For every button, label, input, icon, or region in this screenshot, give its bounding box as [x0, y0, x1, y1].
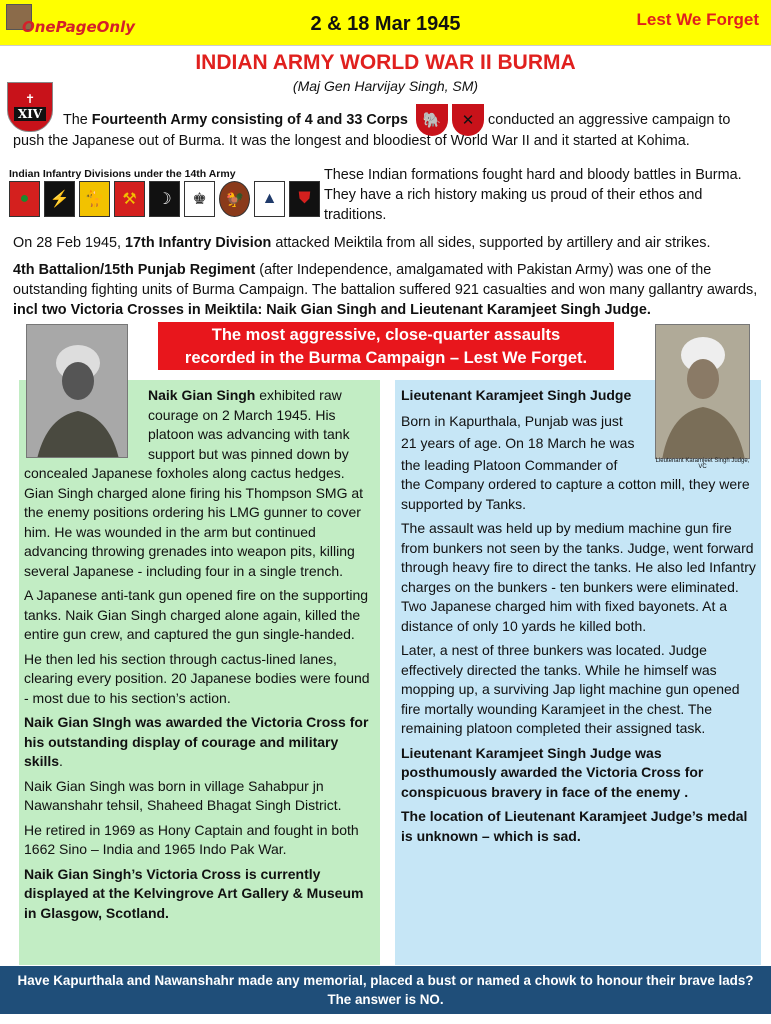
gian-singh-p3: He then led his section through cactus-lined lanes, clearing every position. 20 Japanese bodies were found - most due to his section’s action. — [24, 650, 370, 706]
meiktila-post: attacked Meiktila from all sides, supported by artillery and air strikes. — [271, 235, 711, 251]
punjab-bold2: incl two Victoria Crosses in Meiktila: Naik Gian Singh and Lieutenant Karamjeet Singh Judge. — [13, 302, 651, 318]
soldier-portrait-icon — [27, 325, 128, 458]
gian-singh-lead — [148, 386, 376, 464]
banner-line1: The most aggressive, close-quarter assaults — [211, 326, 561, 344]
division-badge-2-icon: ⚡ — [44, 181, 75, 217]
division-badges — [9, 181, 320, 217]
4-corps-insignia-icon: 🐘 — [416, 104, 448, 136]
karamjeet-p2: The assault was held up by medium machine gun fire from bunkers not seen by the tanks. Judge, went forward through heavy fire to direct the tanks. He also led Infantry charges on the bunkers - ten bunkers were eliminated. Two Japanese charged him with fixed bayonets. At a distance of only 10 yards he killed both. — [401, 520, 756, 634]
intro-line1-rest: conducted an aggressive campaign to — [488, 112, 731, 128]
gian-singh-body — [24, 464, 376, 928]
karamjeet-lead — [401, 386, 651, 476]
karamjeet-p1: the Company ordered to capture a cotton mill, they were supported by Tanks. — [401, 476, 750, 512]
officer-portrait-icon — [656, 325, 750, 459]
33-corps-insignia-icon: ✕ — [452, 104, 484, 136]
page-date: 2 & 18 Mar 1945 — [310, 13, 461, 35]
division-badge-1-icon: ● — [9, 181, 40, 217]
divisions-text: These Indian formations fought hard and bloody battles in Burma. They have a rich history making us proud of their ethos and traditions. — [324, 167, 742, 223]
karamjeet-photo — [655, 324, 750, 459]
meiktila-pre: On 28 Feb 1945, — [13, 235, 126, 251]
gian-singh-p5: Naik Gian Singh was born in village Sahabpur jn Nawanshahr tehsil, Shaheed Bhagat Singh District. — [24, 777, 342, 813]
karamjeet-name-bold: Lieutenant Karamjeet Singh Judge — [401, 387, 632, 403]
fourteenth-army-insignia-icon — [7, 82, 53, 132]
footer-line2: The answer is NO. — [327, 992, 444, 1007]
punjab-text: (after Independence, amalgamated with Pakistan Army) was one of the outstanding fighting units of Burma Campaign. The battalion suffered 921 casualties and won many gallantry awards, — [13, 262, 758, 298]
division-badge-7-icon: 🐓 — [219, 181, 250, 217]
karamjeet-p3: Later, a nest of three bunkers was located. Judge effectively directed the tanks. While he himself was mopping up, a surviving Jap light machine gun opened fire mortally wounding Karamjeet in the chest. The remaining platoon completed their assigned task. — [401, 642, 740, 736]
army-number: XIV — [14, 107, 46, 121]
gian-singh-p7-bold: Naik Gian Singh’s Victoria Cross is currently displayed at the Kelvingrove Art Gallery & Museum in Glasgow, Scotland. — [24, 865, 364, 921]
header-bar — [0, 0, 771, 46]
author-line: (Maj Gen Harvijay Singh, SM) — [292, 78, 479, 94]
brand-logo[interactable]: OnePageOnly — [22, 18, 136, 36]
gian-singh-p4-bold: Naik Gian SIngh was awarded the Victoria Cross for his outstanding display of courage and military skills — [24, 714, 369, 769]
page-title: INDIAN ARMY WORLD WAR II BURMA — [195, 51, 576, 74]
division-badge-4-icon: ⚒ — [114, 181, 145, 217]
karamjeet-name — [401, 386, 651, 406]
division-badge-5-icon: ☽ — [149, 181, 180, 217]
karamjeet-p5 — [401, 807, 757, 846]
sword-icon: ✝ — [24, 92, 36, 106]
gian-singh-p2: A Japanese anti-tank gun opened fire on the supporting tanks. Naik Gian Singh charged alone again, killed the entire gun crew, and captured the gun single-handed. — [24, 587, 369, 642]
meiktila-paragraph — [13, 233, 769, 253]
footer-banner — [0, 966, 771, 1014]
gian-singh-p1: concealed Japanese foxholes along cactus hedges. Gian Singh charged alone firing his Thompson SMG at the enemy positions ordering his LMG gunner to cover him. He was wounded in the arm but continued advancing throwing grenades into weapon pits, killing several Japanese - including four in a single trench. — [24, 465, 364, 579]
tagline: Lest We Forget — [636, 10, 759, 29]
footer-line1: Have Kapurthala and Nawanshahr made any memorial, placed a bust or named a chowk to honour their brave lads? — [17, 973, 754, 988]
intro-line2: push the Japanese out of Burma. It was the longest and bloodiest of World War II and it started at Kohima. — [13, 133, 690, 149]
karamjeet-line2: 21 years of age. On 18 March he was — [401, 434, 635, 451]
divisions-title: Indian Infantry Divisions under the 14th Army — [9, 168, 236, 180]
meiktila-bold: 17th Infantry Division — [125, 235, 272, 251]
division-badge-3-icon: 🐈 — [79, 181, 110, 217]
gian-singh-p7 — [24, 865, 376, 924]
karamjeet-line1: Born in Kapurthala, Punjab was just — [401, 412, 623, 429]
banner — [158, 322, 614, 370]
karamjeet-line3: the leading Platoon Commander of — [401, 456, 618, 473]
gian-singh-name: Naik Gian Singh — [148, 387, 256, 403]
intro-bold: Fourteenth Army consisting of 4 and 33 Corps — [91, 112, 408, 128]
punjab-bold: 4th Battalion/15th Punjab Regiment — [13, 262, 256, 278]
karamjeet-p4-bold: Lieutenant Karamjeet Singh Judge was posthumously awarded the Victoria Cross for conspicuous bravery in face of the enemy . — [401, 744, 704, 800]
gian-singh-p4: Naik Gian SIngh was awarded the Victoria Cross for his outstanding display of courage and military skills. — [24, 714, 369, 769]
gian-singh-photo — [26, 324, 128, 458]
division-badge-6-icon: ♚ — [184, 181, 215, 217]
division-badge-8-icon: ▲ — [254, 181, 285, 217]
karamjeet-p5-bold: The location of Lieutenant Karamjeet Judge’s medal is unknown – which is sad. — [401, 808, 748, 844]
division-badge-9-icon: ⛊ — [289, 181, 320, 217]
karamjeet-body — [401, 475, 757, 851]
intro-line1 — [63, 110, 418, 130]
karamjeet-p4 — [401, 744, 757, 803]
punjab-paragraph — [13, 260, 769, 320]
gian-singh-p6: He retired in 1969 as Hony Captain and fought in both 1662 Sino – India and 1965 Indo Pak War. — [24, 821, 359, 857]
karamjeet-caption: Lieutenant Karamjeet Singh Judge, VC — [655, 458, 750, 470]
intro-pre: The — [63, 112, 92, 128]
banner-line2: recorded in the Burma Campaign – Lest We Forget. — [184, 349, 588, 367]
gian-singh-lead-text: exhibited raw courage on 2 March 1945. His platoon was advancing with tank support but was pinned down by — [148, 387, 350, 462]
